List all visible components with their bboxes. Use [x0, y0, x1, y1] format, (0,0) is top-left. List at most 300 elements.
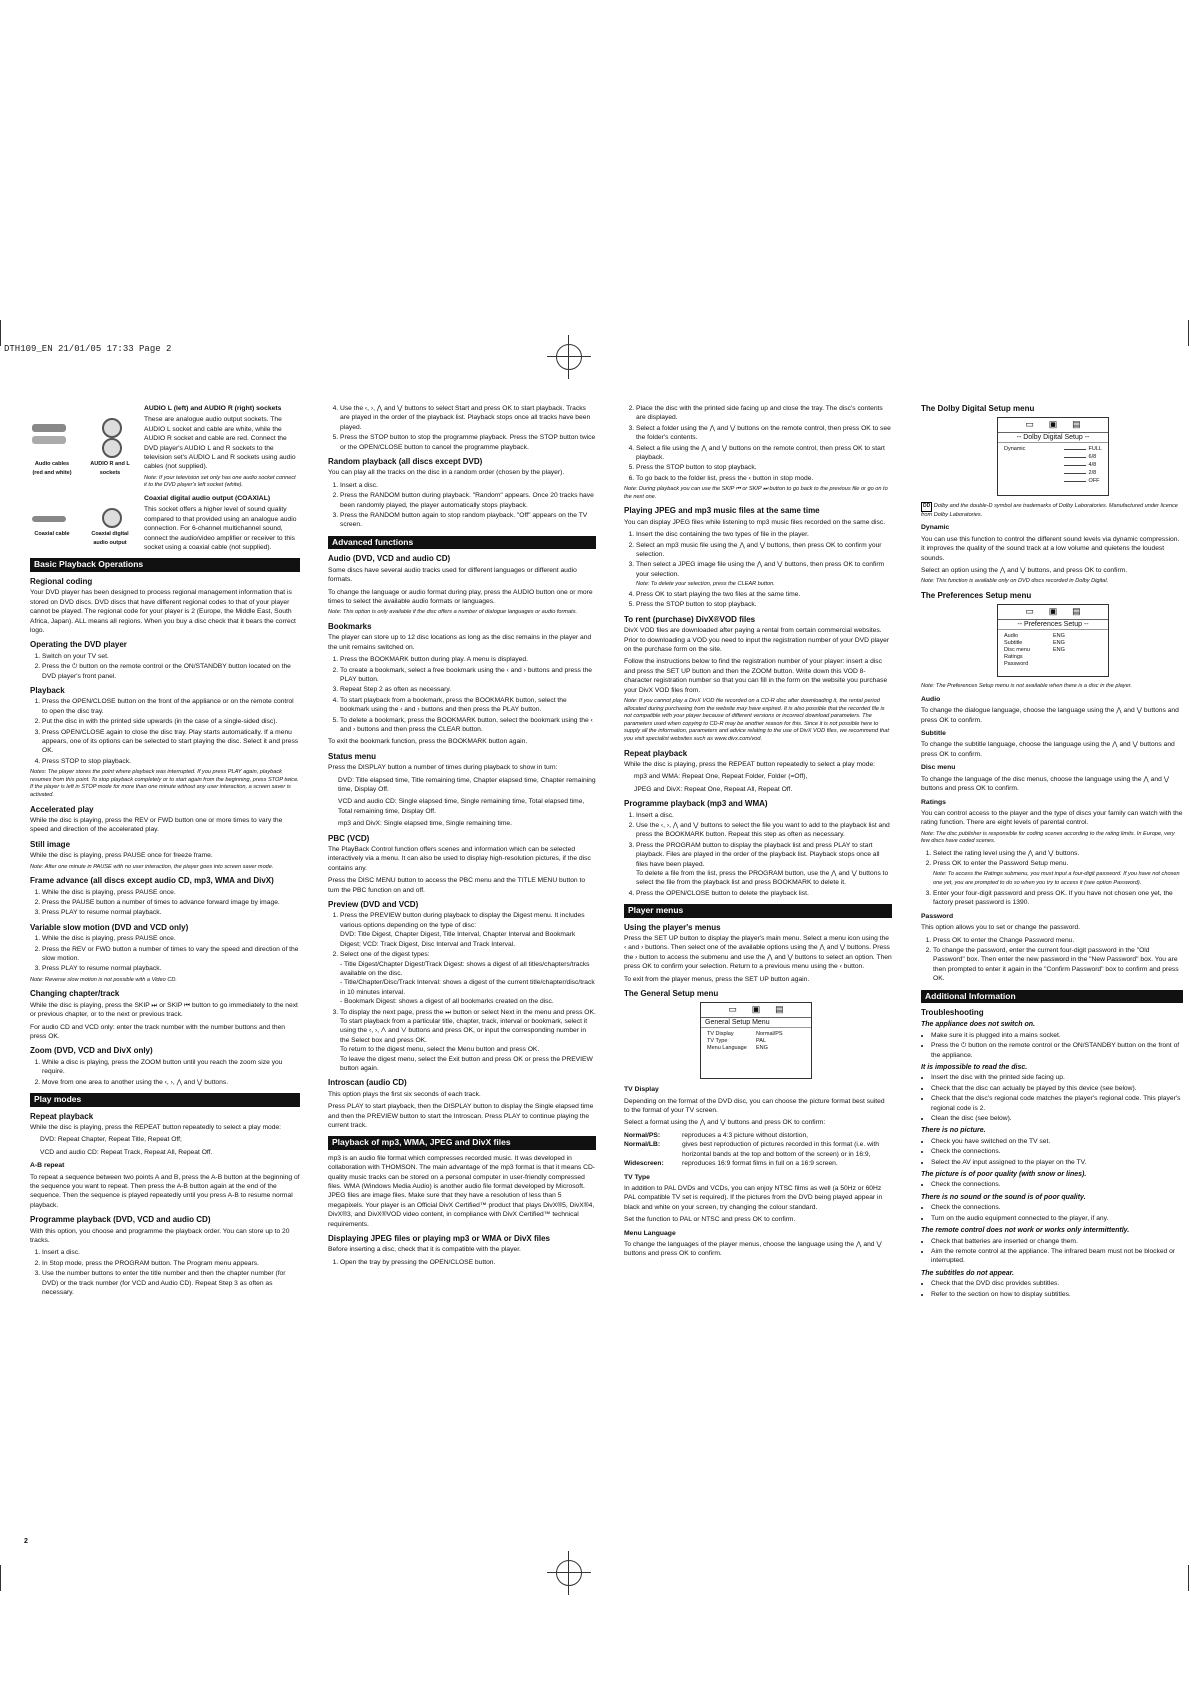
speaker-icon: ▣ — [1048, 419, 1058, 430]
list-item: • Make sure it is plugged into a mains socket. — [931, 1031, 1183, 1040]
random-heading: Random playback (all discs except DVD) — [328, 457, 483, 467]
preferences-menu-rows — [998, 630, 1108, 676]
repeat-mp3: mp3 and WMA: Repeat One, Repeat Folder, Folder (=Off), — [634, 773, 808, 781]
jpeg-note: Note: To delete your selection, press the CLEAR button. — [636, 581, 775, 588]
preferences-icon: ▤ — [1072, 419, 1081, 430]
list-item: 1. Insert the disc containing the two types of file in the player. — [636, 530, 892, 539]
audio-heading: Audio (DVD, VCD and audio CD) — [328, 554, 451, 564]
audio-pref-text: To change the dialogue language, choose the language using the ⋀ and ⋁ buttons and press OK to confirm. — [921, 707, 1179, 724]
list-item: 2. To change the password, enter the current four-digit password in the "Old Password" box. Then enter the new password in the "New Password" box. You are then prompted to enter it again in the "Confirm Password" box to confirm and press OK. — [933, 946, 1183, 984]
list-item: 2. To create a bookmark, select a free bookmark using the ‹ and › buttons and press the PLAY button. — [340, 666, 596, 685]
trouble-heading: The picture is of poor quality (with snow or lines). — [921, 1171, 1087, 1179]
menu-icon-row — [998, 605, 1108, 619]
level-tick — [1064, 449, 1086, 450]
crop-mark-left-bottom — [0, 1565, 1, 1591]
dolby-level — [1064, 445, 1102, 453]
audio-cable-plug-icon — [32, 436, 66, 444]
format-value: reproduces 16:9 format films in full on a 16:9 screen. — [682, 1160, 838, 1168]
programme-mp3-heading: Programme playback (mp3 and WMA) — [624, 799, 768, 809]
password-text: This option allows you to set or change the password. — [921, 924, 1081, 932]
preferences-menu-row — [1004, 633, 1102, 640]
level-tick — [1064, 457, 1086, 458]
slow-motion-steps — [30, 934, 300, 974]
preview-step-text: Press the PREVIEW button during playback to display the Digest menu. It includes various options depending on the type of disc: — [340, 912, 585, 929]
list-item: 3. Enter your four-digit password and press OK. If you have not chosen one yet, the factory preset password is 1390. — [933, 889, 1183, 908]
menu-option-value: Normal/PS — [756, 1031, 783, 1038]
still-image-text: While the disc is playing, press PAUSE once for freeze frame. — [30, 852, 213, 860]
accelerated-text: While the disc is playing, press the REV or FWD button one or more times to vary the speed and direction of the accelerated play. — [30, 816, 283, 834]
list-item: 1. While the disc is playing, press PAUSE once. — [42, 934, 300, 943]
audio-socket-icon — [102, 438, 122, 458]
list-item: 5. Press the STOP button to stop the programme playback. Press the STOP button twice or the OPEN/CLOSE button to cancel the programme playback. — [340, 433, 596, 452]
menu-language-text: To change the languages of the player menus, choose the language using the ⋀ and ⋁ buttons and press OK to confirm. — [624, 1240, 882, 1258]
speaker-icon: ▣ — [1048, 606, 1058, 617]
preview-step-detail: To leave the digest menu, select the Exit button and press OK or press the PREVIEW button again. — [340, 1055, 593, 1072]
random-text: You can play all the tracks on the disc in a random order (chosen by the player). — [328, 469, 565, 477]
list-item: 1. Press the BOOKMARK button during play. A menu is displayed. — [340, 655, 596, 664]
list-item: • Check that the DVD disc provides subtitles. — [931, 1279, 1183, 1288]
menu-option-label: Password — [1004, 661, 1029, 668]
playback-steps — [30, 697, 300, 766]
list-item — [340, 911, 596, 949]
preview-step-text: To display the next page, press the ⏭ button or select Next in the menu and press OK. To start playback from a particular title, chapter, track, interval or bookmark, select it using the ‹, ›, ⋀ and ⋁ buttons and press OK, or input the corresponding number in the Select box and press OK. — [340, 1008, 596, 1044]
preview-steps — [328, 911, 596, 1073]
still-image-heading: Still image — [30, 839, 71, 849]
playback-heading: Playback — [30, 685, 65, 695]
ratings-heading: Ratings — [921, 798, 946, 806]
general-setup-menu-illustration — [700, 1002, 812, 1079]
regional-coding-text: Your DVD player has been designed to process regional management information that is stored on DVD discs. DVD discs that have different regional codes to that of your player cannot be played. The regional code for your player is 2 (Europe, the Middle East, South Africa, Japan). ALL means all regions. When you buy a disc check that it bears the correct logo. — [30, 589, 296, 634]
playback-note: Notes: The player stores the point where playback was interrupted. If you press PLAY again, playback resumes from this point. To stop playback completely or to start again from the beginning, press STOP twice. If the player is left in STOP mode for more than one minute without any user interaction, a screen saver is activated. — [30, 769, 299, 798]
programme-heading: Programme playback (DVD, VCD and audio CD) — [30, 1215, 211, 1225]
preview-heading: Preview (DVD and VCD) — [328, 900, 419, 910]
section-bar-additional: Additional Information — [921, 990, 1183, 1003]
section-bar-basic-playback: Basic Playback Operations — [30, 558, 300, 571]
dynamic-text: You can use this function to control the different sound levels via dynamic compression. It improves the quality of the sound track at a low volume and quietens the loudest sounds. — [921, 535, 1180, 562]
list-item: 2. Press the REV or FWD button a number of times to vary the speed and direction of the slow motion. — [42, 945, 300, 964]
regional-coding-heading: Regional coding — [30, 576, 93, 586]
menu-option-value: PAL — [756, 1038, 766, 1045]
list-item: • Check that the disc's regional code matches the player's regional code. This player's regional code is 2. — [931, 1094, 1183, 1113]
dolby-logo-icon: DD — [921, 502, 932, 512]
preview-step-detail: DVD: Title Digest, Chapter Digest, Title Interval, Chapter Interval and Bookmark Digest; VCD: Track Digest, Disc Interval and Track Interval. — [340, 931, 576, 948]
dolby-note — [921, 502, 1183, 519]
list-item — [636, 560, 892, 588]
registration-mark-top — [556, 344, 582, 370]
chapter-heading: Changing chapter/track — [30, 989, 120, 999]
crop-mark-right-bottom — [1188, 1565, 1189, 1591]
dolby-levels — [1064, 445, 1102, 485]
list-item: 2. Press the PAUSE button a number of times to advance forward image by image. — [42, 898, 300, 907]
preferences-note: Note: The Preferences Setup menu is not available when there is a disc in the player. — [921, 683, 1132, 690]
dolby-level — [1064, 477, 1102, 485]
page-number: 2 — [24, 1538, 28, 1545]
skip-note: Note: During playback you can use the SKIP ⏮ or SKIP ⏭ button to go back to the previous file or go on to the next one. — [624, 486, 888, 500]
preferences-icon: ▤ — [1072, 606, 1081, 617]
audio-pref-heading: Audio — [921, 695, 941, 703]
accelerated-heading: Accelerated play — [30, 804, 94, 814]
format-value: reproduces a 4:3 picture without distortion, — [682, 1131, 809, 1139]
list-item: 1. While a disc is playing, press the ZOOM button until you reach the zoom size you require. — [42, 1058, 300, 1077]
ab-repeat-text: To repeat a sequence between two points A and B, press the A-B button at the beginning of the sequence you want to repeat. Then press the A-B button again at the end of the sequence. Then the sequence is played repeatedly until you press A-B to resume normal playback. — [30, 1173, 300, 1209]
preview-digest-option: - Title Digest/Chapter Digest/Track Digest: shows a digest of all titles/chapters/tracks available on the disc. — [340, 960, 590, 977]
menu-option-label: Subtitle — [1004, 640, 1023, 647]
programme-step-text: Press the PROGRAM button to display the playback list and press PLAY to start playback. Files are played in the order of the playback list. Playback stops once all files have been played. — [636, 841, 880, 868]
frame-advance-heading: Frame advance (all discs except audio CD, mp3, WMA and DivX) — [30, 876, 274, 886]
ratings-steps — [921, 849, 1183, 908]
trouble-heading: The remote control does not work or works only intermittently. — [921, 1227, 1130, 1235]
introscan-text-2: Press PLAY to start playback, then the DISPLAY button to display the Single elapsed time and then the PREVIEW button to start the Introscan. Press PLAY to continue playing the current track. — [328, 1103, 594, 1129]
list-item: 2. Press the ⏻ button on the remote control or the ON/STANDBY button located on the DVD player's front panel. — [42, 662, 300, 681]
status-text: Press the DISPLAY button a number of times during playback to show in turn: — [328, 764, 558, 772]
ratings-step-text: Press OK to enter the Password Setup menu. — [933, 860, 1069, 868]
disc-menu-heading: Disc menu — [921, 764, 956, 772]
audio-sockets-note: Note: If your television set only has one audio socket connect it to the DVD player's left socket (white). — [144, 474, 296, 489]
ratings-note: Note: The disc publisher is responsible for coding scenes according to the rating limits. In Europe, very few discs have coded scenes. — [921, 830, 1175, 845]
crop-mark-left-top — [0, 320, 1, 346]
jpeg-step-text: Then select a JPEG image file using the ⋀ and ⋁ buttons, then press OK to confirm your selection. — [636, 561, 885, 578]
dolby-note-text: Dolby and the double-D symbol are trademarks of Dolby Laboratories. Manufactured under licence from Dolby Laboratories. — [921, 503, 1178, 518]
jpeg-mp3-text: You can display JPEG files while listening to mp3 music files recorded on the same disc. — [624, 518, 886, 526]
audio-socket-icon — [102, 418, 122, 438]
level-tick — [1064, 481, 1086, 482]
list-item: • Check the connections. — [931, 1147, 1183, 1156]
list-item: 3. Select a folder using the ⋀ and ⋁ buttons on the remote control, then press OK to see the folder's contents. — [636, 424, 892, 443]
preferences-menu-illustration — [997, 604, 1109, 677]
trouble-list — [921, 1137, 1183, 1167]
preferences-menu-row — [1004, 661, 1102, 668]
audio-sockets-text: These are analogue audio output sockets. The AUDIO L socket and cable are white, while the AUDIO R socket and cable are red. Connect the DVD player's AUDIO L and R sockets to the television set's AUDIO L and R sockets using audio cables (not supplied). — [144, 416, 296, 471]
bookmarks-text: The player can store up to 12 disc locations as long as the disc remains in the player and the unit remains switched on. — [328, 634, 592, 651]
dolby-level — [1064, 453, 1102, 461]
tv-display-text-2: Select a format using the ⋀ and ⋁ buttons and press OK to confirm: — [624, 1119, 826, 1127]
preferences-menu-row — [1004, 640, 1102, 647]
speaker-icon: ▣ — [751, 1004, 761, 1015]
list-item: 4. Select a file using the ⋀ and ⋁ buttons on the remote control, then press OK to start playback. — [636, 444, 892, 463]
list-item: • Check you have switched on the TV set. — [931, 1137, 1183, 1146]
column-2 — [328, 404, 596, 1270]
menu-option-label: TV Display — [707, 1031, 734, 1038]
registration-mark-bottom — [556, 1560, 582, 1586]
format-key: Widescreen: — [624, 1160, 664, 1168]
status-dvd: DVD: Title elapsed time, Title remaining time, Chapter elapsed time, Chapter remaining time, Display Off. — [338, 776, 596, 793]
audio-text: Some discs have several audio tracks used for different languages or different audio formats. — [328, 566, 577, 584]
list-item: 2. Use the ‹, ›, ⋀ and ⋁ buttons to select the file you want to add to the playback list and press the BOOKMARK button. Repeat this step as often as necessary. — [636, 821, 892, 840]
list-item: 1. Switch on your TV set. — [42, 652, 300, 661]
menu-language-heading: Menu Language — [624, 1229, 676, 1237]
list-item: 2. Press the RANDOM button during playback. "Random" appears. Once 20 tracks have been randomly played, the player automatically stops playback. — [340, 491, 596, 510]
slow-motion-note: Note: Reverse slow motion is not possible with a Video CD. — [30, 976, 177, 983]
list-item: • Turn on the audio equipment connected to the player, if any. — [931, 1214, 1183, 1223]
section-bar-play-modes: Play modes — [30, 1093, 300, 1106]
column-4 — [921, 404, 1183, 1302]
level-label: 2/8 — [1088, 469, 1097, 476]
ratings-text: You can control access to the player and the type of discs your family can watch with the rating function. There are eight levels of parental control. — [921, 809, 1183, 827]
list-item: • Select the AV input assigned to the player on the TV. — [931, 1158, 1183, 1167]
trouble-list — [921, 1279, 1183, 1299]
list-item: 5. Press the STOP button to stop playback. — [636, 600, 892, 609]
tv-type-text: In addition to PAL DVDs and VCDs, you can enjoy NTSC films as well (a 50Hz or 60Hz PAL compatible TV set is required). If the pictures from the DVD being played appear in black and white on your screen, try changing the colour standard. — [624, 1184, 883, 1211]
trouble-list — [921, 1203, 1183, 1223]
coaxial-text: This socket offers a higher level of sound quality compared to that provided using an analogue audio connection. For 6-channel multichannel sound, connect the audio/video amplifier or receiver to this socket using a coaxial cable (not supplied). — [144, 506, 297, 552]
list-item: 3. Press PLAY to resume normal playback. — [42, 964, 300, 973]
tv-icon: ▭ — [1025, 419, 1034, 430]
column-1 — [30, 404, 300, 1300]
dolby-heading: The Dolby Digital Setup menu — [921, 404, 1035, 413]
audio-sockets-heading: AUDIO L (left) and AUDIO R (right) sockets — [144, 405, 282, 412]
rent-note: Note: If you cannot play a DivX VOD file recorded on a CD-R disc after downloading it, the rental period allocated during purchasing from the website may have expired. It is also possible that the recorded file is not compatible with your player because of different versions or incorrect download parameters. The parameters used when copying to CD-R may be another reason for this. Since it is not possible here to supply all the information, parameters and advice relating to the use of DivX VOD files, we recommend that you visit specialist websites such as www.divx.com/vod. — [624, 697, 889, 742]
list-item: 1. While the disc is playing, press PAUSE once. — [42, 888, 300, 897]
list-item: 5. To delete a bookmark, press the BOOKMARK button, select the bookmark using the ‹ and › buttons and then press the CLEAR button. — [340, 716, 596, 735]
tv-icon: ▭ — [1025, 606, 1034, 617]
dolby-level — [1064, 461, 1102, 469]
list-item: • Insert the disc with the printed side facing up. — [931, 1073, 1183, 1082]
menu-icon-row — [701, 1003, 811, 1017]
trouble-list — [921, 1180, 1183, 1189]
section-bar-mp3: Playback of mp3, WMA, JPEG and DivX files — [328, 1136, 596, 1149]
coaxial-cable-icon — [32, 516, 66, 522]
preferences-menu-title: -- Preferences Setup -- — [998, 620, 1108, 630]
coaxial-heading: Coaxial digital audio output (COAXIAL) — [144, 495, 271, 503]
general-setup-rows — [701, 1028, 811, 1078]
list-item: 5. Press the STOP button to stop playback. — [636, 463, 892, 472]
general-menu-row — [707, 1038, 805, 1045]
list-item — [933, 859, 1183, 888]
label-audio-sockets: AUDIO R and L sockets — [90, 461, 130, 477]
list-item — [340, 1008, 596, 1074]
jpeg-mp3-steps — [624, 530, 892, 609]
format-row — [624, 1131, 892, 1140]
list-item: 4. Press the OPEN/CLOSE button to delete the playback list. — [636, 889, 892, 898]
audio-cable-plug-icon — [32, 424, 66, 432]
programme-text: With this option, you choose and programme the playback order. You can store up to 20 tracks. — [30, 1227, 290, 1244]
trouble-list — [921, 1031, 1183, 1060]
menu-option-value: ENG — [1053, 640, 1065, 647]
list-item: 1. Press the OPEN/CLOSE button on the front of the appliance or on the remote control to open the disc tray. — [42, 697, 300, 716]
displaying-steps-continued — [624, 404, 892, 483]
displaying-heading: Displaying JPEG files or playing mp3 or WMA or DivX files — [328, 1234, 550, 1244]
dolby-menu-title: -- Dolby Digital Setup -- — [998, 433, 1108, 443]
rent-text: DivX VOD files are downloaded after paying a rental from certain commercial websites. Prior to downloading a VOD you need to input the registration number of your DVD player on the purchase form on the site. — [624, 627, 890, 653]
list-item: • Check the connections. — [931, 1203, 1183, 1212]
list-item: 3. Repeat Step 2 as often as necessary. — [340, 685, 596, 694]
frame-advance-steps — [30, 888, 300, 918]
audio-text-2: To change the language or audio format during play, press the AUDIO button one or more times to select the available audio formats or languages. — [328, 588, 593, 605]
level-label: 4/8 — [1088, 461, 1097, 468]
mp3-text: mp3 is an audio file format which compresses recorded music. It was developed in collaboration with THOMSON. The main advantage of the mp3 format is that it means CD-quality music tracks can be stored on a personal computer in user-friendly compressed files. WMA (Windows Media Audio) is another audio file format developed by Microsoft. JPEG files are image files. Make sure that they have a resolution of less than 5 megapixels. Your player is an Official DivX Certified™ product that plays DivX®5, DivX®4, DivX®3, and DivX®VOD video content, in compliance with DivX Certified™ technical requirements. — [328, 1154, 595, 1228]
password-heading: Password — [921, 912, 954, 920]
trouble-heading: There is no sound or the sound is of poor quality. — [921, 1193, 1086, 1201]
introscan-heading: Introscan (audio CD) — [328, 1078, 407, 1088]
pbc-text: The PlayBack Control function offers scenes and information which can be selected interactively via a menu. It can also be used to display high-resolution pictures, if the disc contains any. — [328, 846, 591, 872]
status-mp3: mp3 and DivX: Single elapsed time, Single remaining time. — [338, 820, 512, 828]
list-item: 3. Use the number buttons to enter the title number and then the chapter number (for DVD) or the track number (for VCD and Audio CD). Repeat Step 3 as often as necessary. — [42, 1269, 300, 1297]
subtitle-text: To change the subtitle language, choose the language using the ⋀ and ⋁ buttons and press OK to confirm. — [921, 741, 1175, 758]
displaying-text: Before inserting a disc, check that it is compatible with the player. — [328, 1246, 521, 1254]
dolby-menu-illustration — [997, 417, 1109, 496]
column-3 — [624, 404, 892, 1262]
bookmarks-steps — [328, 655, 596, 734]
section-bar-advanced: Advanced functions — [328, 536, 596, 549]
list-item: 4. Press STOP to stop playback. — [42, 757, 300, 766]
status-vcd: VCD and audio CD: Single elapsed time, Single remaining time, Total elapsed time, Total remaining time, Display Off. — [338, 798, 585, 815]
chapter-text: While the disc is playing, press the SKIP ⏭ or SKIP ⏮ button to go immediately to the next or previous chapter, or to the next or previous track. — [30, 1001, 298, 1019]
dynamic-text-2: Select an option using the ⋀ and ⋁ buttons, and press OK to confirm. — [921, 567, 1128, 575]
list-item: 4. Use the ‹, ›, ⋀ and ⋁ buttons to select Start and press OK to start playback. Tracks are played in the order of the playback list. Playback stops once all tracks have been played. — [340, 404, 596, 432]
programme-steps-continued — [328, 404, 596, 452]
slow-motion-heading: Variable slow motion (DVD and VCD only) — [30, 922, 189, 932]
trouble-heading: There is no picture. — [921, 1127, 986, 1135]
rent-heading: To rent (purchase) DivX®VOD files — [624, 614, 756, 624]
list-item: 1. Insert a disc. — [42, 1248, 300, 1257]
menu-option-value: ENG — [1053, 647, 1065, 654]
level-tick — [1064, 465, 1086, 466]
list-item: 1. Press OK to enter the Change Password menu. — [933, 936, 1183, 945]
format-row — [624, 1140, 892, 1159]
tv-display-text: Depending on the format of the DVD disc, you can choose the picture format best suited to the format of your TV screen. — [624, 1097, 885, 1115]
preview-step-text: Select one of the digest types: — [340, 951, 430, 959]
menu-option-label: Ratings — [1004, 654, 1023, 661]
tv-type-text-2: Set the function to PAL or NTSC and press OK to confirm. — [624, 1216, 796, 1224]
operating-steps — [30, 652, 300, 681]
list-item: • Check that batteries are inserted or change them. — [931, 1237, 1183, 1246]
print-header: DTH109_EN 21/01/05 17:33 Page 2 — [4, 344, 172, 354]
preview-digest-option: - Title/Chapter/Disc/Track Interval: shows a digest of the current title/chapter/disc/track in 10 minutes interval. — [340, 979, 595, 996]
menu-icon-row — [998, 418, 1108, 432]
subtitle-heading: Subtitle — [921, 730, 946, 738]
dynamic-note: Note: This function is available only on DVD discs recorded in Dolby Digital. — [921, 578, 1109, 585]
list-item: 3. Press PLAY to resume normal playback. — [42, 908, 300, 917]
list-item: 6. To go back to the folder list, press the ‹ button in stop mode. — [636, 474, 892, 483]
random-steps — [328, 481, 596, 530]
menu-option-label: Menu Language — [707, 1045, 747, 1052]
zoom-heading: Zoom (DVD, VCD and DivX only) — [30, 1046, 153, 1056]
menu-option-label: Disc menu — [1004, 647, 1030, 654]
audio-note: Note: This option is only available if the disc offers a number of dialogue languages or audio formats. — [328, 609, 578, 616]
operating-heading: Operating the DVD player — [30, 640, 127, 650]
tv-icon: ▭ — [728, 1004, 737, 1015]
format-key: Normal/LB: — [624, 1141, 661, 1149]
format-value: gives best reproduction of pictures recorded in this format (i.e. with horizontal bands at the top and bottom of the screen) or in 16:9, — [682, 1141, 880, 1158]
general-menu-row — [707, 1045, 805, 1052]
dolby-level — [1064, 469, 1102, 477]
list-item: 2. In Stop mode, press the PROGRAM button. The Program menu appears. — [42, 1259, 300, 1268]
repeat-heading: Repeat playback — [30, 1111, 94, 1121]
list-item: 1. Select the rating level using the ⋀ and ⋁ buttons. — [933, 849, 1183, 858]
list-item: 1. Insert a disc. — [340, 481, 596, 490]
trouble-list — [921, 1237, 1183, 1266]
ratings-step-note: Note: To access the Ratings submenu, you must input a four-digit password. If you have not chosen one yet, you are prompted to do so when you try to access it (see option Password). — [933, 870, 1180, 887]
zoom-steps — [30, 1058, 300, 1087]
list-item: • Check that the disc can actually be played by this device (see below). — [931, 1084, 1183, 1093]
programme-mp3-steps — [624, 811, 892, 899]
still-image-note: Note: After one minute in PAUSE with no user interaction, the player goes into screen saver mode. — [30, 863, 274, 870]
bookmarks-heading: Bookmarks — [328, 621, 372, 631]
programme-steps — [30, 1248, 300, 1297]
repeat-heading: Repeat playback — [624, 748, 688, 758]
repeat-dvd: DVD: Repeat Chapter, Repeat Title, Repeat Off; — [40, 1136, 182, 1144]
dolby-menu-rows — [998, 443, 1108, 495]
dolby-dynamic-label: Dynamic — [1004, 446, 1026, 453]
repeat-vcd: VCD and audio CD: Repeat Track, Repeat All, Repeat Off. — [40, 1148, 213, 1156]
password-steps — [921, 936, 1183, 984]
label-coaxial-cable: Coaxial cable — [34, 531, 70, 537]
trouble-heading: It is impossible to read the disc. — [921, 1064, 1028, 1071]
rent-text-2: Follow the instructions below to find the registration number of your player: insert a disc and press the SET UP button and then the ZOOM button. Write down this VOD 8-character registration number so that you can fill in the form on the website you purchase your DivX VOD files from. — [624, 658, 888, 694]
list-item: 4. To start playback from a bookmark, press the BOOKMARK button, select the bookmark using the ‹ and › buttons and then press the PLAY button. — [340, 696, 596, 715]
menu-option-value: ENG — [756, 1045, 768, 1052]
format-key: Normal/PS: — [624, 1131, 661, 1139]
list-item — [340, 950, 596, 1006]
list-item: 2. Select an mp3 music file using the ⋀ and ⋁ buttons, then press OK to confirm your selection. — [636, 541, 892, 560]
general-setup-title: General Setup Menu — [701, 1018, 811, 1028]
trouble-heading: The subtitles do not appear. — [921, 1269, 1014, 1277]
level-label: 6/8 — [1088, 453, 1097, 460]
repeat-jpeg: JPEG and DivX: Repeat One, Repeat All, Repeat Off. — [634, 785, 793, 793]
label-coaxial-output: Coaxial digital audio output — [91, 531, 129, 547]
list-item: 2. Move from one area to another using the ‹, ›, ⋀ and ⋁ buttons. — [42, 1078, 300, 1087]
list-item: 3. Press OPEN/CLOSE again to close the disc tray. Play starts automatically. If a menu appears, one of its options can be selected to start playing the disc. Select it and press OK. — [42, 728, 300, 756]
format-row — [624, 1159, 892, 1168]
chapter-text-2: For audio CD and VCD only: enter the track number with the number buttons and then press OK. — [30, 1023, 286, 1041]
list-item: • Press the ⏻ button on the remote control or the ON/STANDBY button on the front of the appliance. — [931, 1041, 1183, 1060]
preferences-heading: The Preferences Setup menu — [921, 591, 1032, 601]
displaying-steps — [328, 1258, 596, 1267]
level-label: OFF — [1088, 477, 1100, 484]
preferences-icon: ▤ — [775, 1004, 784, 1015]
list-item: 1. Insert a disc. — [636, 811, 892, 820]
list-item: • Aim the remote control at the appliance. The infrared beam must not be blocked or interrupted. — [931, 1247, 1183, 1266]
disc-menu-text: To change the language of the disc menus, choose the language using the ⋀ and ⋁ buttons and press OK to confirm. — [921, 775, 1170, 793]
list-item: 1. Open the tray by pressing the OPEN/CLOSE button. — [340, 1258, 596, 1267]
troubleshooting-heading: Troubleshooting — [921, 1007, 984, 1017]
introscan-text: This option plays the first six seconds of each track. — [328, 1090, 481, 1098]
trouble-list — [921, 1073, 1183, 1123]
using-menus-heading: Using the player's menus — [624, 922, 721, 932]
label-audio-cables: Audio cables (red and white) — [32, 461, 72, 477]
repeat-text: While the disc is playing, press the REPEAT button repeatedly to select a play mode: — [624, 760, 876, 768]
menu-option-value: ENG — [1053, 633, 1065, 640]
using-menus-text-2: To exit from the player menus, press the SET UP button again. — [624, 975, 810, 983]
coaxial-socket-icon — [102, 508, 122, 528]
bookmarks-exit: To exit the bookmark function, press the BOOKMARK button again. — [328, 738, 528, 746]
repeat-text: While the disc is playing, press the REPEAT button repeatedly to select a play mode: — [30, 1123, 282, 1131]
dynamic-heading: Dynamic — [921, 524, 950, 532]
list-item: 2. Put the disc in with the printed side upwards (in the case of a single-sided disc). — [42, 717, 300, 726]
using-menus-text: Press the SET UP button to display the player's main menu. Select a menu icon using the ‹ and › buttons. Then select one of the available options using the ⋀ and ⋁ buttons. Press the › button to access the submenu and use the ⋀ and ⋁ buttons to select an option. Then press OK to confirm your selection. Return to a previous menu using the ‹ button. — [624, 935, 892, 971]
section-bar-player-menus: Player menus — [624, 904, 892, 917]
level-tick — [1064, 473, 1086, 474]
ab-repeat-heading: A-B repeat — [30, 1162, 65, 1170]
menu-option-label: TV Type — [707, 1038, 728, 1045]
crop-mark-right-top — [1188, 320, 1189, 346]
list-item: 2. Place the disc with the printed side facing up and close the tray. The disc's contents are displayed. — [636, 404, 892, 423]
trouble-heading: The appliance does not switch on. — [921, 1021, 1035, 1029]
jpeg-mp3-heading: Playing JPEG and mp3 music files at the same time — [624, 506, 820, 516]
list-item: • Check the connections. — [931, 1180, 1183, 1189]
level-label: FULL — [1088, 445, 1102, 452]
general-setup-heading: The General Setup menu — [624, 989, 719, 999]
menu-option-label: Audio — [1004, 633, 1019, 640]
list-item — [636, 841, 892, 888]
status-heading: Status menu — [328, 751, 377, 761]
programme-step-detail: To delete a file from the list, press the PROGRAM button, use the ⋀ and ⋁ buttons to select the file from the playback list and press BOOKMARK to delete it. — [636, 869, 889, 887]
preview-step-detail: To return to the digest menu, select the Menu button and press OK. — [340, 1046, 540, 1054]
list-item: • Clean the disc (see below). — [931, 1114, 1183, 1123]
preview-digest-option: - Bookmark Digest: shows a digest of all bookmarks created on the disc. — [340, 998, 554, 1006]
list-item: 4. Press OK to start playing the two files at the same time. — [636, 590, 892, 599]
tv-type-heading: TV Type — [624, 1173, 650, 1181]
